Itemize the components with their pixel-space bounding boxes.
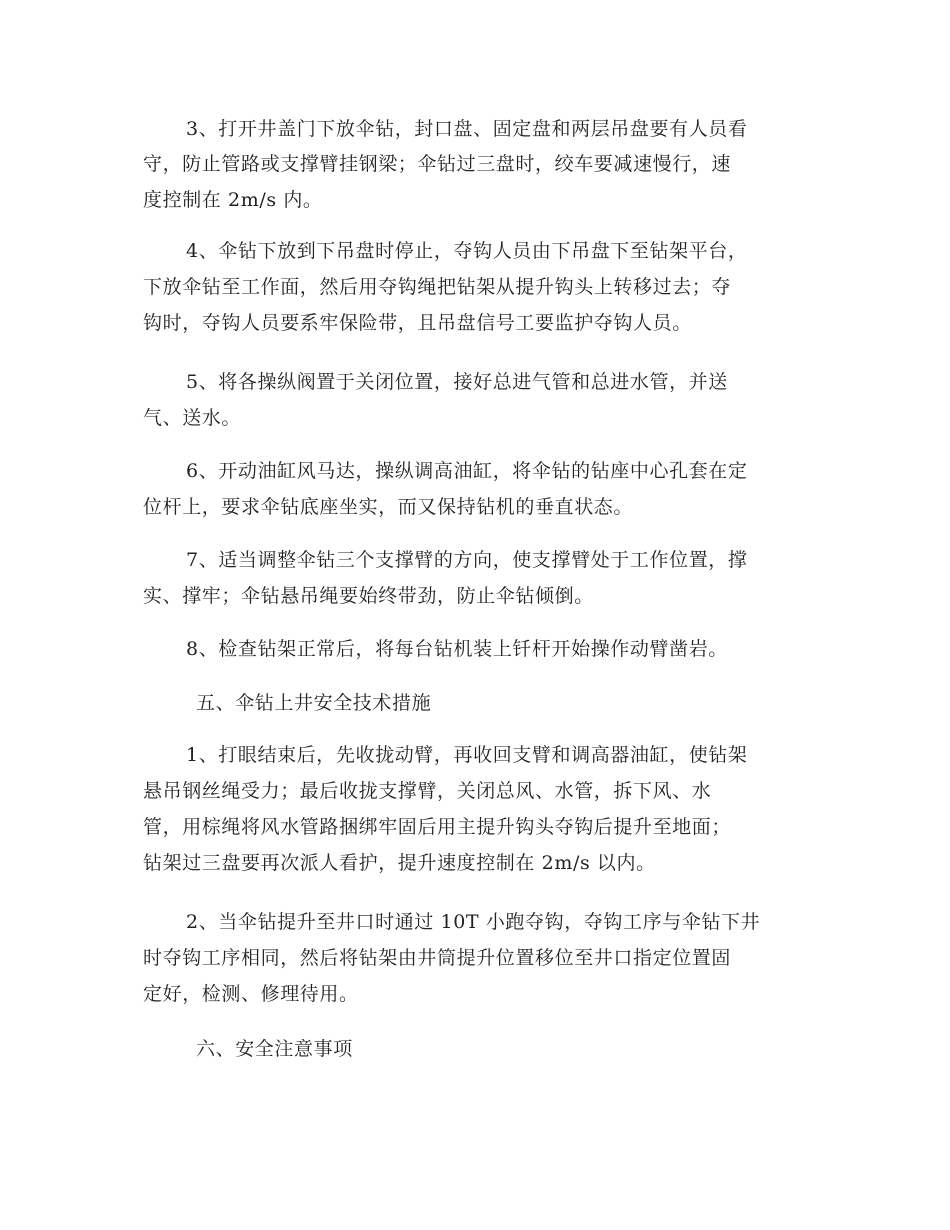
paragraph-line: 7、适当调整伞钻三个支撑臂的方向，使支撑臂处于工作位置，撑 [186,549,748,571]
paragraph-line: 8、检查钻架正常后，将每台钻机装上钎杆开始操作动臂凿岩。 [186,638,728,660]
paragraph-line: 5、将各操纵阀置于关闭位置，接好总进气管和总进水管，并送 [186,371,728,393]
paragraph-line: 1、打眼结束后，先收拢动臂，再收回支臂和调高器油缸，使钻架 [186,744,748,766]
paragraph-line: 定好，检测、修理待用。 [143,983,359,1005]
paragraph-line: 实、撑牢；伞钻悬吊绳要始终带劲，防止伞钻倾倒。 [143,585,594,607]
paragraph-line: 悬吊钢丝绳受力；最后收拢支撑臂，关闭总风、水管，拆下风、水 [143,780,712,802]
paragraph-line: 4、伞钻下放到下吊盘时停止，夺钩人员由下吊盘下至钻架平台， [186,240,748,262]
paragraph-line: 钻架过三盘要再次派人看护，提升速度控制在 2m/s 以内。 [143,852,656,874]
section-heading: 六、安全注意事项 [196,1038,353,1060]
paragraph-line: 2、当伞钻提升至井口时通过 10T 小跑夺钩，夺钩工序与伞钻下井 [186,911,761,933]
section-heading: 五、伞钻上井安全技术措施 [196,692,432,714]
paragraph-line: 6、开动油缸风马达，操纵调高油缸，将伞钻的钻座中心孔套在定 [186,460,748,482]
paragraph-line: 管，用棕绳将风水管路捆绑牢固后用主提升钩头夺钩后提升至地面； [143,816,732,838]
paragraph-line: 时夺钩工序相同，然后将钻架由井筒提升位置移位至井口指定位置固 [143,947,732,969]
paragraph-line: 钩时，夺钩人员要系牢保险带，且吊盘信号工要监护夺钩人员。 [143,312,692,334]
paragraph-line: 气、送水。 [143,407,242,429]
paragraph-line: 下放伞钻至工作面，然后用夺钩绳把钻架从提升钩头上转移过去；夺 [143,276,732,298]
paragraph-line: 位杆上，要求伞钻底座坐实，而又保持钻机的垂直状态。 [143,496,634,518]
paragraph-line: 3、打开井盖门下放伞钻，封口盘、固定盘和两层吊盘要有人员看 [186,118,748,140]
paragraph-line: 度控制在 2m/s 内。 [143,189,323,211]
paragraph-line: 守，防止管路或支撑臂挂钢梁；伞钻过三盘时，绞车要减速慢行，速 [143,153,732,175]
